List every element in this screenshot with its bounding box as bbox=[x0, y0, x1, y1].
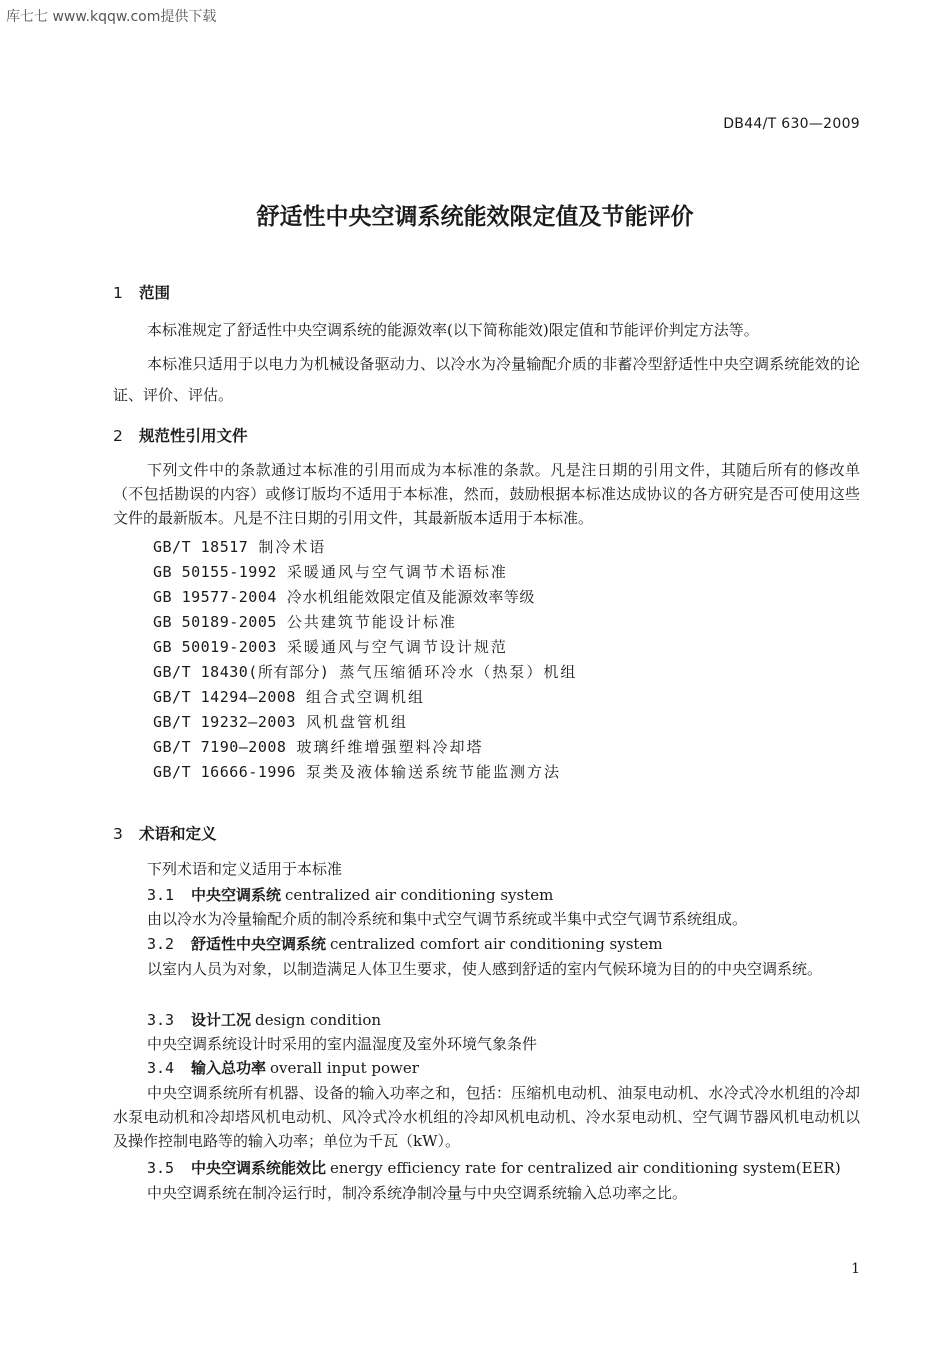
term-chinese: 输入总功率 bbox=[191, 1059, 267, 1077]
term-heading bbox=[147, 1157, 841, 1178]
term-number: 3.4 bbox=[147, 1059, 175, 1077]
term-heading bbox=[147, 1057, 419, 1078]
section-2-heading bbox=[113, 424, 248, 446]
reference-title: 泵类及液体输送系统节能监测方法 bbox=[305, 763, 561, 781]
term-english: overall input power bbox=[270, 1059, 419, 1077]
reference-item bbox=[153, 686, 425, 707]
term-english: centralized comfort air conditioning system bbox=[330, 935, 663, 953]
reference-code: GB/T 18517 bbox=[153, 538, 249, 556]
term-definition: 中央空调系统在制冷运行时，制冷系统净制冷量与中央空调系统输入总功率之比。 bbox=[147, 1184, 688, 1202]
section-title: 术语和定义 bbox=[139, 825, 217, 843]
reference-item bbox=[153, 736, 483, 757]
term-english: energy efficiency rate for centralized air conditioning system(EER) bbox=[330, 1159, 841, 1177]
document-number: DB44/T 630—2009 bbox=[723, 116, 860, 132]
term-definition: 中央空调系统设计时采用的室内温湿度及室外环境气象条件 bbox=[147, 1035, 538, 1053]
reference-item bbox=[153, 761, 561, 782]
watermark: 库七七 www.kqqw.com提供下载 bbox=[6, 9, 217, 25]
page-number: 1 bbox=[851, 1261, 860, 1277]
reference-code: GB/T 18430(所有部分) bbox=[153, 663, 330, 681]
reference-code: GB/T 7190—2008 bbox=[153, 738, 287, 756]
term-number: 3.5 bbox=[147, 1159, 175, 1177]
term-number: 3.1 bbox=[147, 886, 175, 904]
term-chinese: 中央空调系统 bbox=[191, 886, 282, 904]
term-definition: 以室内人员为对象，以制造满足人体卫生要求，使人感到舒适的室内气候环境为目的的中央空调系统。 bbox=[147, 960, 823, 978]
reference-code: GB 19577-2004 bbox=[153, 588, 277, 606]
reference-item bbox=[153, 611, 457, 632]
section-number: 3 bbox=[113, 825, 123, 843]
section-title: 范围 bbox=[139, 284, 171, 302]
reference-title: 风机盘管机组 bbox=[305, 713, 408, 731]
reference-item bbox=[153, 636, 508, 657]
reference-title: 蒸气压缩循环冷水（热泵）机组 bbox=[339, 663, 578, 681]
paragraph: 下列术语和定义适用于本标准 bbox=[147, 860, 343, 878]
reference-title: 组合式空调机组 bbox=[305, 688, 425, 706]
reference-item bbox=[153, 586, 535, 607]
section-number: 1 bbox=[113, 284, 123, 302]
reference-code: GB/T 16666-1996 bbox=[153, 763, 296, 781]
reference-title: 采暖通风与空气调节设计规范 bbox=[286, 638, 508, 656]
reference-code: GB 50155-1992 bbox=[153, 563, 277, 581]
reference-item bbox=[153, 536, 326, 557]
reference-code: GB/T 14294—2008 bbox=[153, 688, 296, 706]
term-definition: 中央空调系统所有机器、设备的输入功率之和，包括：压缩机电动机、油泵电动机、水冷式冷水机组的冷却水泵电动机和冷却塔风机电动机、风冷式冷水机组的冷却风机电动机、冷水泵电动机、空气调节器风机电动机以及操作控制电路等的输入功率；单位为千瓦（kW）。 bbox=[113, 1084, 860, 1150]
section-title: 规范性引用文件 bbox=[139, 427, 248, 445]
reference-code: GB 50189-2005 bbox=[153, 613, 277, 631]
reference-title: 冷水机组能效限定值及能源效率等级 bbox=[286, 588, 535, 606]
page-title: 舒适性中央空调系统能效限定值及节能评价 bbox=[256, 204, 694, 230]
term-heading bbox=[147, 884, 553, 905]
term-chinese: 设计工况 bbox=[191, 1011, 252, 1029]
reference-item bbox=[153, 561, 508, 582]
term-chinese: 中央空调系统能效比 bbox=[191, 1159, 327, 1177]
reference-code: GB/T 19232—2003 bbox=[153, 713, 296, 731]
term-english: design condition bbox=[255, 1011, 382, 1029]
term-chinese: 舒适性中央空调系统 bbox=[191, 935, 327, 953]
section-1-heading bbox=[113, 281, 170, 303]
reference-title: 玻璃纤维增强塑料冷却塔 bbox=[296, 738, 484, 756]
term-heading bbox=[147, 1009, 381, 1030]
reference-code: GB 50019-2003 bbox=[153, 638, 277, 656]
reference-title: 公共建筑节能设计标准 bbox=[286, 613, 457, 631]
term-heading bbox=[147, 933, 663, 954]
term-number: 3.2 bbox=[147, 935, 175, 953]
term-definition: 由以冷水为冷量输配介质的制冷系统和集中式空气调节系统或半集中式空气调节系统组成。 bbox=[147, 910, 748, 928]
section-number: 2 bbox=[113, 427, 123, 445]
reference-title: 采暖通风与空气调节术语标准 bbox=[286, 563, 508, 581]
reference-item bbox=[153, 661, 577, 682]
paragraph: 本标准规定了舒适性中央空调系统的能源效率(以下简称能效)限定值和节能评价判定方法等。 bbox=[147, 321, 759, 339]
section-3-heading bbox=[113, 822, 217, 844]
reference-title: 制冷术语 bbox=[258, 538, 327, 556]
paragraph: 本标准只适用于以电力为机械设备驱动力、以冷水为冷量输配介质的非蓄冷型舒适性中央空调系统能效的论证、评价、评估。 bbox=[113, 355, 860, 404]
term-number: 3.3 bbox=[147, 1011, 175, 1029]
paragraph: 下列文件中的条款通过本标准的引用而成为本标准的条款。凡是注日期的引用文件，其随后所有的修改单（不包括勘误的内容）或修订版均不适用于本标准，然而，鼓励根据本标准达成协议的各方研究是否可使用这些文件的最新版本。凡是不注日期的引用文件，其最新版本适用于本标准。 bbox=[113, 461, 860, 527]
reference-item bbox=[153, 711, 408, 732]
term-english: centralized air conditioning system bbox=[285, 886, 554, 904]
